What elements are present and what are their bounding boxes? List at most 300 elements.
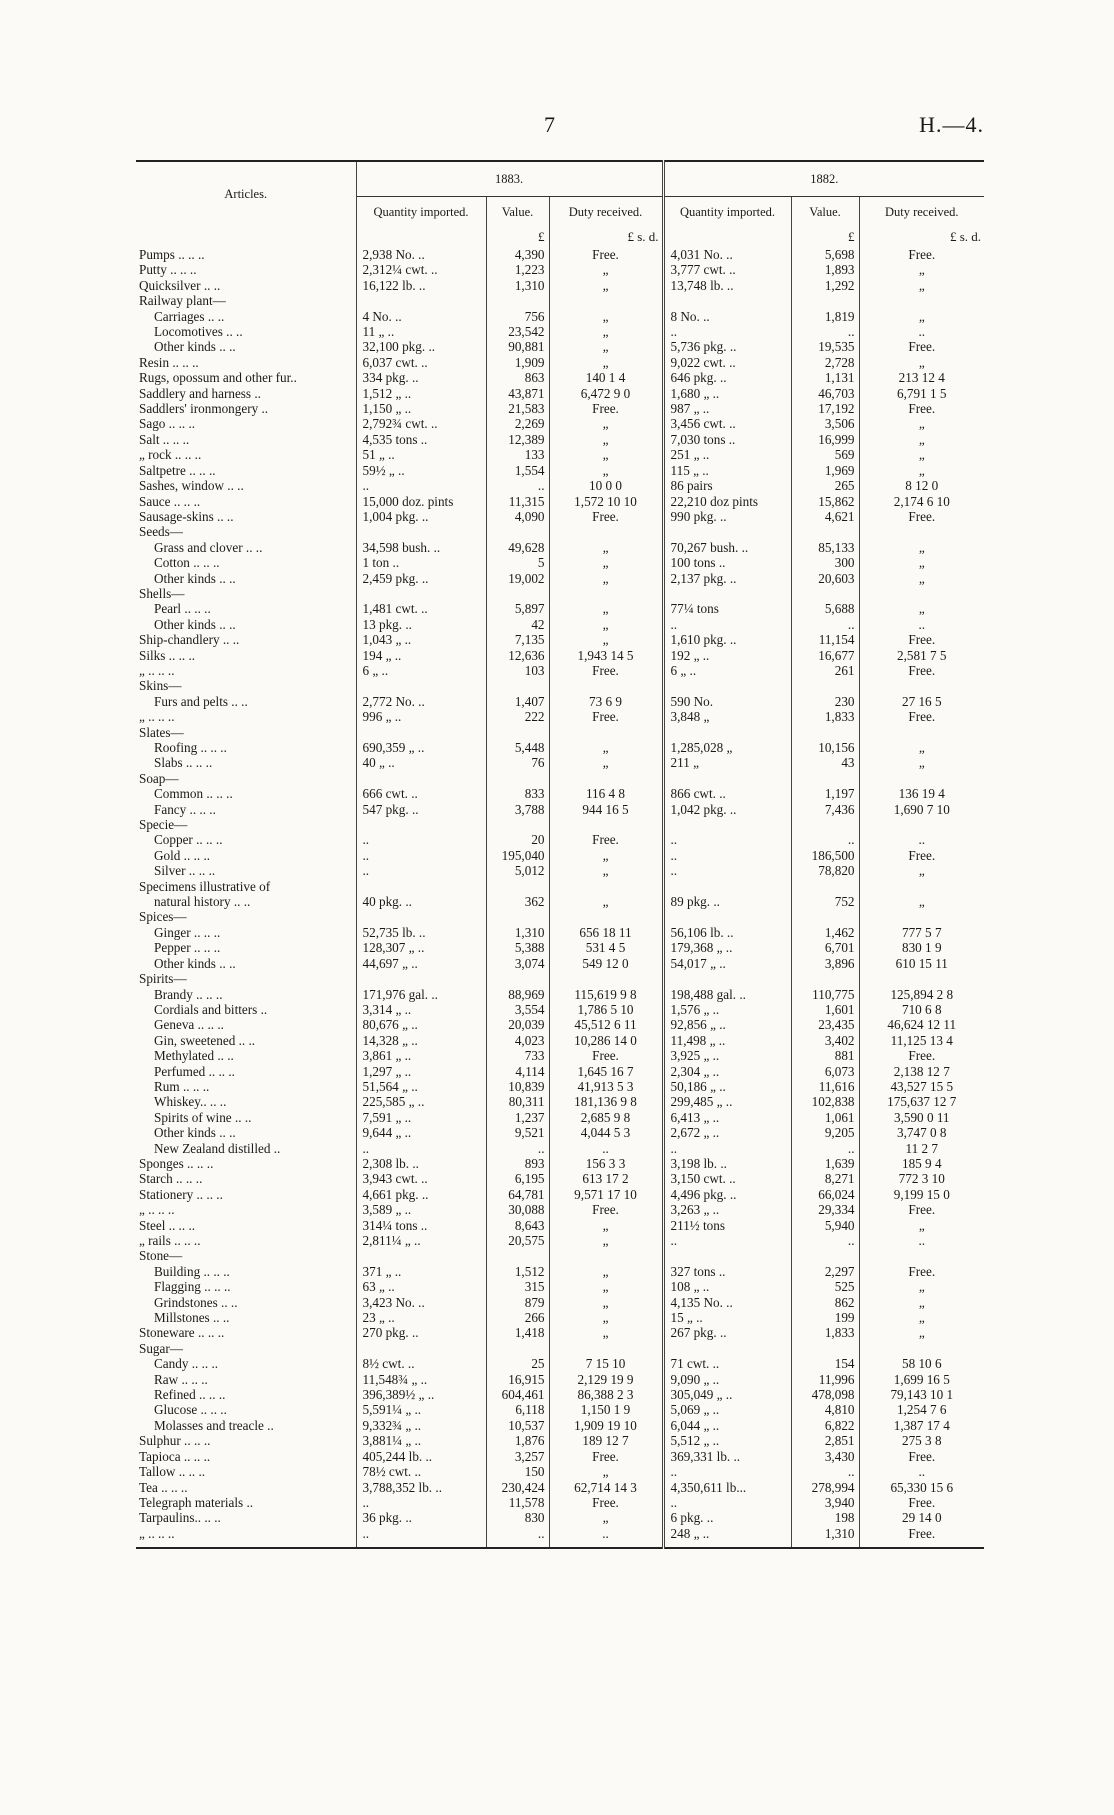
value-1882: 3,940 [791, 1495, 859, 1510]
quantity-1883: 4,661 pkg. .. [356, 1187, 486, 1202]
duty-1883: 10,286 14 0 [549, 1033, 663, 1048]
article-name: Stationery .. .. .. [139, 1186, 223, 1202]
value-1882: 1,833 [791, 1325, 859, 1340]
duty-1882: .. [859, 832, 984, 847]
value-1882: 46,703 [791, 386, 859, 401]
duty-1883: 140 1 4 [549, 370, 663, 385]
value-1883: 16,915 [486, 1372, 549, 1387]
quantity-1883: 44,697 „ .. [356, 956, 486, 971]
value-1882: 1,061 [791, 1110, 859, 1125]
duty-1883: Free. [549, 401, 663, 416]
quantity-1883: 1 ton .. [356, 555, 486, 570]
article-name: Specimens illustrative of [139, 878, 271, 894]
quantity-1883 [356, 879, 486, 894]
value-1882: 6,073 [791, 1064, 859, 1079]
quantity-1882 [663, 586, 791, 601]
quantity-1883: 2,938 No. .. [356, 247, 486, 262]
duty-1883 [549, 293, 663, 308]
table-row [136, 740, 984, 755]
duty-1883: 4,044 5 3 [549, 1125, 663, 1140]
article-name: Brandy .. .. .. [154, 986, 223, 1002]
quantity-1882: .. [663, 617, 791, 632]
quantity-1883: 3,861 „ .. [356, 1048, 486, 1063]
value-1882: 3,402 [791, 1033, 859, 1048]
value-1882 [791, 293, 859, 308]
duty-1883: 181,136 9 8 [549, 1094, 663, 1109]
quantity-1882-header: Quantity imported. [663, 197, 791, 228]
duty-1883: „ [549, 848, 663, 863]
value-1882 [791, 1341, 859, 1356]
table-row [136, 524, 984, 539]
duty-1883: „ [549, 1218, 663, 1233]
article-name: Soap— [139, 770, 179, 786]
quantity-1882: 92,856 „ .. [663, 1017, 791, 1032]
duty-1882 [859, 678, 984, 693]
quantity-1883: 1,297 „ .. [356, 1064, 486, 1079]
quantity-1882: .. [663, 324, 791, 339]
article-name: Saddlers' ironmongery .. [139, 401, 269, 417]
article-name: Quicksilver .. .. [139, 277, 221, 293]
table-row [136, 832, 984, 847]
quantity-1883: 996 „ .. [356, 709, 486, 724]
value-1882 [791, 909, 859, 924]
rule-cell [356, 1541, 486, 1548]
quantity-1883: .. [356, 863, 486, 878]
duty-1882 [859, 725, 984, 740]
value-1882: 154 [791, 1356, 859, 1371]
duty-1882: „ [859, 1295, 984, 1310]
duty-1883: „ [549, 1325, 663, 1340]
duty-1883: Free. [549, 1202, 663, 1217]
value-1882: 1,131 [791, 370, 859, 385]
table-row [136, 432, 984, 447]
quantity-1883-header: Quantity imported. [356, 197, 486, 228]
value-1883: 4,023 [486, 1033, 549, 1048]
duty-1883: „ [549, 863, 663, 878]
value-1883: 11,315 [486, 494, 549, 509]
value-1882: 7,436 [791, 802, 859, 817]
quantity-1882: 4,350,611 lb... [663, 1480, 791, 1495]
value-1883 [486, 293, 549, 308]
duty-1883: „ [549, 447, 663, 462]
quantity-1882 [663, 293, 791, 308]
value-1882: 29,334 [791, 1202, 859, 1217]
duty-1883: „ [549, 309, 663, 324]
quantity-1882: 267 pkg. .. [663, 1325, 791, 1340]
duty-1882: 2,138 12 7 [859, 1064, 984, 1079]
quantity-1883: 314¼ tons .. [356, 1218, 486, 1233]
value-1882: 9,205 [791, 1125, 859, 1140]
value-1882: 17,192 [791, 401, 859, 416]
table-row [136, 571, 984, 586]
duty-1882: 830 1 9 [859, 940, 984, 955]
duty-1882: 65,330 15 6 [859, 1480, 984, 1495]
quantity-1883 [356, 293, 486, 308]
quantity-1883: 3,589 „ .. [356, 1202, 486, 1217]
quantity-1882: 2,304 „ .. [663, 1064, 791, 1079]
duty-1882: „ [859, 1218, 984, 1233]
article-name: „ rock .. .. .. [139, 447, 202, 463]
table-row [136, 494, 984, 509]
value-1883 [486, 1248, 549, 1263]
quantity-1883: 334 pkg. .. [356, 370, 486, 385]
duty-1883 [549, 524, 663, 539]
duty-1883: 189 12 7 [549, 1433, 663, 1448]
quantity-1883: 2,792¾ cwt. .. [356, 416, 486, 431]
quantity-1882: 1,680 „ .. [663, 386, 791, 401]
quantity-1883: 171,976 gal. .. [356, 987, 486, 1002]
duty-1882-header: Duty received. [859, 197, 984, 228]
quantity-1882: 4,496 pkg. .. [663, 1187, 791, 1202]
quantity-1882: 15 „ .. [663, 1310, 791, 1325]
article-name: Steel .. .. .. [139, 1217, 196, 1233]
table-row [136, 355, 984, 370]
quantity-1883: 3,788,352 lb. .. [356, 1480, 486, 1495]
quantity-1883: 666 cwt. .. [356, 786, 486, 801]
page-number: 7 [544, 112, 555, 137]
duty-1883: 115,619 9 8 [549, 987, 663, 1002]
value-1883: 20,039 [486, 1017, 549, 1032]
article-name: Tapioca .. .. .. [139, 1448, 211, 1464]
value-1883: 6,118 [486, 1402, 549, 1417]
quantity-1883: 128,307 „ .. [356, 940, 486, 955]
value-1882: 1,819 [791, 309, 859, 324]
article-name: Silver .. .. .. [154, 863, 216, 879]
duty-1883: „ [549, 1233, 663, 1248]
quantity-1882: 77¼ tons [663, 601, 791, 616]
duty-1882: 43,527 15 5 [859, 1079, 984, 1094]
quantity-1883: 51 „ .. [356, 447, 486, 462]
quantity-1883: 9,644 „ .. [356, 1125, 486, 1140]
quantity-1882: 4,031 No. .. [663, 247, 791, 262]
article-name: Sago .. .. .. [139, 416, 196, 432]
quantity-1882: 7,030 tons .. [663, 432, 791, 447]
duty-1882: „ [859, 278, 984, 293]
value-1883: 3,074 [486, 956, 549, 971]
table-row [136, 1079, 984, 1094]
value-1883: 9,521 [486, 1125, 549, 1140]
quantity-1882 [663, 725, 791, 740]
quantity-1882 [663, 678, 791, 693]
value-1883: 833 [486, 786, 549, 801]
value-1883: 733 [486, 1048, 549, 1063]
value-1883: 863 [486, 370, 549, 385]
duty-1882: Free. [859, 1048, 984, 1063]
table-row [136, 601, 984, 616]
value-1882: 569 [791, 447, 859, 462]
article-name: Common .. .. .. [154, 786, 233, 802]
quantity-1882: .. [663, 848, 791, 863]
duty-1883 [549, 771, 663, 786]
duty-1882 [859, 971, 984, 986]
value-1883: 1,223 [486, 262, 549, 277]
duty-1883: Free. [549, 1449, 663, 1464]
value-1883: 10,537 [486, 1418, 549, 1433]
imports-table-body [136, 227, 984, 1548]
quantity-1883: 59½ „ .. [356, 463, 486, 478]
duty-1882 [859, 817, 984, 832]
rule-cell [859, 1541, 984, 1548]
table-row [136, 509, 984, 524]
duty-1883: Free. [549, 509, 663, 524]
value-1882: 85,133 [791, 540, 859, 555]
duty-1882: 213 12 4 [859, 370, 984, 385]
quantity-1883 [356, 909, 486, 924]
quantity-1882: 2,137 pkg. .. [663, 571, 791, 586]
table-row [136, 1141, 984, 1156]
article-name: Sponges .. .. .. [139, 1155, 214, 1171]
article-name: Other kinds .. .. [154, 339, 236, 355]
value-1883: 4,114 [486, 1064, 549, 1079]
quantity-1882: 590 No. [663, 694, 791, 709]
imports-table [136, 160, 984, 1549]
duty-1882: 275 3 8 [859, 1433, 984, 1448]
quantity-1883: 5,591¼ „ .. [356, 1402, 486, 1417]
article-name: Flagging .. .. .. [154, 1279, 231, 1295]
quantity-1883 [356, 1248, 486, 1263]
duty-1882: 79,143 10 1 [859, 1387, 984, 1402]
article-name: Stone— [139, 1248, 183, 1264]
table-row [136, 1295, 984, 1310]
value-1882 [791, 678, 859, 693]
quantity-1882: 8 No. .. [663, 309, 791, 324]
duty-1882: 185 9 4 [859, 1156, 984, 1171]
value-1883: 1,237 [486, 1110, 549, 1125]
duty-1883: „ [549, 555, 663, 570]
quantity-1882: .. [663, 1495, 791, 1510]
quantity-1882: 100 tons .. [663, 555, 791, 570]
value-1882: 300 [791, 555, 859, 570]
table-row [136, 1233, 984, 1248]
table-row [136, 1187, 984, 1202]
article-name: natural history .. .. [154, 894, 251, 910]
value-1882: 265 [791, 478, 859, 493]
duty-1882: 125,894 2 8 [859, 987, 984, 1002]
duty-1883: Free. [549, 832, 663, 847]
duty-1882: „ [859, 740, 984, 755]
value-1882: 862 [791, 1295, 859, 1310]
quantity-1882: 2,672 „ .. [663, 1125, 791, 1140]
value-1883: 21,583 [486, 401, 549, 416]
value-1883: 76 [486, 755, 549, 770]
value-1882: 16,999 [791, 432, 859, 447]
duty-1883-header: Duty received. [549, 197, 663, 228]
value-1883: 133 [486, 447, 549, 462]
quantity-1882: 5,736 pkg. .. [663, 339, 791, 354]
duty-1883: „ [549, 632, 663, 647]
quantity-1883: 194 „ .. [356, 648, 486, 663]
duty-1882: „ [859, 1310, 984, 1325]
article-name: Other kinds .. .. [154, 1125, 236, 1141]
table-row [136, 386, 984, 401]
article-name: Tea .. .. .. [139, 1479, 188, 1495]
article-name: Grass and clover .. .. [154, 539, 263, 555]
duty-1882: 29 14 0 [859, 1510, 984, 1525]
article-name: Cordials and bitters .. [154, 1001, 268, 1017]
article-name: Ship-chandlery .. .. [139, 632, 240, 648]
value-1882: 3,896 [791, 956, 859, 971]
article-name: Telegraph materials .. [139, 1494, 254, 1510]
quantity-1882 [663, 971, 791, 986]
value-1882: .. [791, 324, 859, 339]
article-name: Slates— [139, 724, 184, 740]
value-1882: .. [791, 1464, 859, 1479]
value-1883: 3,788 [486, 802, 549, 817]
duty-1882: Free. [859, 709, 984, 724]
table-row [136, 879, 984, 894]
value-1883: .. [486, 478, 549, 493]
article-name: Salt .. .. .. [139, 431, 190, 447]
value-1883: 150 [486, 1464, 549, 1479]
value-1882: 2,297 [791, 1264, 859, 1279]
value-1883: 5,448 [486, 740, 549, 755]
table-row [136, 971, 984, 986]
value-1882: 1,833 [791, 709, 859, 724]
quantity-1882: 327 tons .. [663, 1264, 791, 1279]
article-name: Pearl .. .. .. [154, 601, 211, 617]
table-row [136, 324, 984, 339]
duty-1883: Free. [549, 709, 663, 724]
quantity-1882: 6,044 „ .. [663, 1418, 791, 1433]
imports-table-container [136, 160, 984, 1549]
value-1882 [791, 879, 859, 894]
duty-1883 [549, 725, 663, 740]
value-1882: 1,601 [791, 1002, 859, 1017]
value-1882 [791, 817, 859, 832]
value-1883: 19,002 [486, 571, 549, 586]
table-row [136, 1325, 984, 1340]
duty-1882 [859, 524, 984, 539]
quantity-1883: 40 „ .. [356, 755, 486, 770]
duty-1882: 175,637 12 7 [859, 1094, 984, 1109]
quantity-1883: 63 „ .. [356, 1279, 486, 1294]
quantity-1883: 9,332¾ „ .. [356, 1418, 486, 1433]
table-row [136, 447, 984, 462]
duty-1883: „ [549, 755, 663, 770]
duty-1882: 777 5 7 [859, 925, 984, 940]
value-1883: 10,839 [486, 1079, 549, 1094]
duty-1883: „ [549, 1295, 663, 1310]
quantity-1882: 987 „ .. [663, 401, 791, 416]
article-name: Pumps .. .. .. [139, 247, 205, 262]
value-1883: 88,969 [486, 987, 549, 1002]
article-name: Other kinds .. .. [154, 616, 236, 632]
quantity-1882 [663, 909, 791, 924]
quantity-1882 [663, 817, 791, 832]
duty-1882: „ [859, 463, 984, 478]
value-1882: 23,435 [791, 1017, 859, 1032]
value-1883: 5,897 [486, 601, 549, 616]
value-1883: 315 [486, 1279, 549, 1294]
rule-cell [663, 1541, 791, 1548]
units-cell: £ s. d. [549, 227, 663, 247]
duty-1883: 45,512 6 11 [549, 1017, 663, 1032]
value-1882: 2,728 [791, 355, 859, 370]
table-row [136, 678, 984, 693]
article-name: Specie— [139, 817, 188, 833]
quantity-1883: 2,459 pkg. .. [356, 571, 486, 586]
quantity-1882: 54,017 „ .. [663, 956, 791, 971]
quantity-1882: 990 pkg. .. [663, 509, 791, 524]
quantity-1882: 4,135 No. .. [663, 1295, 791, 1310]
year-1883-header: 1883. [356, 161, 663, 197]
quantity-1883: 2,308 lb. .. [356, 1156, 486, 1171]
article-name: Shells— [139, 585, 185, 601]
duty-1882: .. [859, 617, 984, 632]
duty-1882: 136 19 4 [859, 786, 984, 801]
duty-1882: .. [859, 1233, 984, 1248]
quantity-1882: 108 „ .. [663, 1279, 791, 1294]
value-1883: 5 [486, 555, 549, 570]
value-1882: 5,698 [791, 247, 859, 262]
value-1883 [486, 1341, 549, 1356]
quantity-1882: 50,186 „ .. [663, 1079, 791, 1094]
table-row [136, 863, 984, 878]
duty-1882: Free. [859, 509, 984, 524]
duty-1883: 531 4 5 [549, 940, 663, 955]
quantity-1882: 70,267 bush. .. [663, 540, 791, 555]
duty-1882: „ [859, 755, 984, 770]
duty-1883: 62,714 14 3 [549, 1480, 663, 1495]
quantity-1883: 40 pkg. .. [356, 894, 486, 909]
table-row [136, 1433, 984, 1448]
table-row [136, 416, 984, 431]
quantity-1883: 8½ cwt. .. [356, 1356, 486, 1371]
article-name: Sauce .. .. .. [139, 493, 201, 509]
quantity-1883: 11 „ .. [356, 324, 486, 339]
duty-1883: 1,150 1 9 [549, 1402, 663, 1417]
value-1882: 102,838 [791, 1094, 859, 1109]
value-1883: 103 [486, 663, 549, 678]
duty-1883: Free. [549, 663, 663, 678]
article-name: Silks .. .. .. [139, 647, 196, 663]
value-1882 [791, 771, 859, 786]
table-row [136, 987, 984, 1002]
value-1883: 1,512 [486, 1264, 549, 1279]
table-row [136, 802, 984, 817]
duty-1882: .. [859, 324, 984, 339]
value-1883: 5,388 [486, 940, 549, 955]
article-name: Cotton .. .. .. [154, 555, 220, 571]
duty-1883: 10 0 0 [549, 478, 663, 493]
table-row [136, 370, 984, 385]
quantity-1882: 13,748 lb. .. [663, 278, 791, 293]
table-row [136, 1156, 984, 1171]
units-cell [356, 227, 486, 247]
table-row [136, 1387, 984, 1402]
value-1883: 64,781 [486, 1187, 549, 1202]
value-1882: 3,506 [791, 416, 859, 431]
duty-1883: „ [549, 1264, 663, 1279]
units-cell-articles [136, 227, 356, 247]
quantity-1883: 13 pkg. .. [356, 617, 486, 632]
article-name: Glucose .. .. .. [154, 1402, 227, 1418]
quantity-1882: 9,090 „ .. [663, 1372, 791, 1387]
quantity-1883 [356, 678, 486, 693]
article-name: Spices— [139, 909, 187, 925]
value-1883: 3,257 [486, 1449, 549, 1464]
value-1882: 6,701 [791, 940, 859, 955]
value-1882 [791, 725, 859, 740]
table-row [136, 940, 984, 955]
article-name: Spirits— [139, 971, 187, 987]
article-name: „ .. .. .. [139, 1202, 175, 1218]
quantity-1883: 15,000 doz. pints [356, 494, 486, 509]
quantity-1882: 6,413 „ .. [663, 1110, 791, 1125]
article-name: Candy .. .. .. [154, 1356, 219, 1372]
value-1883: 20 [486, 832, 549, 847]
duty-1882: Free. [859, 339, 984, 354]
